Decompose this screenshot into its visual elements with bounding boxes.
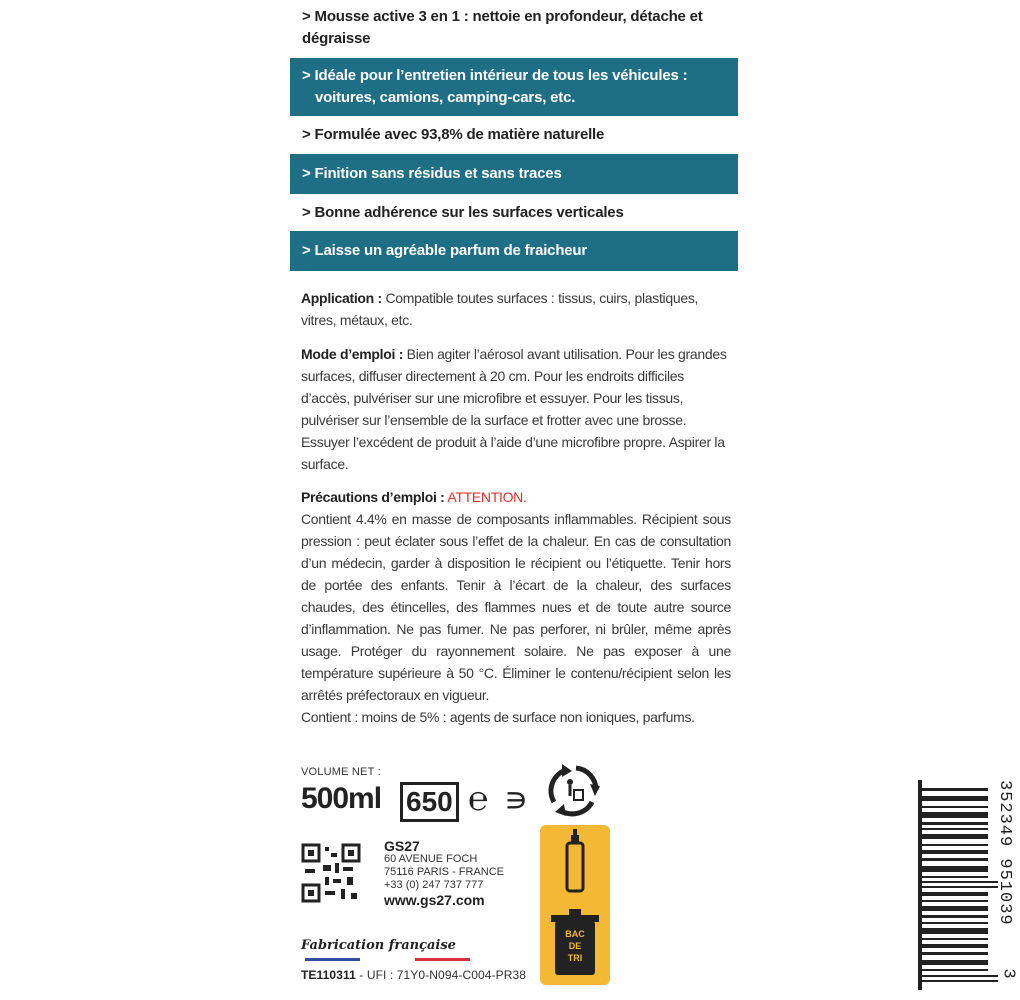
ufi-code: - UFI : 71Y0-N094-C004-PR38 xyxy=(359,968,527,982)
application-section xyxy=(301,287,731,331)
application-text: Compatible toutes surfaces : tissus, cuirs, plastiques, vitres, métaux, etc. xyxy=(301,290,699,328)
company-address: 60 AVENUE FOCH xyxy=(384,853,478,865)
benefit-item: > Idéale pour l’entretien intérieur de tous les véhicules : voitures, camions, camping-cars, etc. xyxy=(290,58,738,116)
product-label xyxy=(290,0,1018,1000)
mode-emploi-section xyxy=(301,343,731,475)
sorting-bin-panel xyxy=(540,825,610,985)
benefit-item: > Bonne adhérence sur les surfaces verticales xyxy=(290,195,738,231)
french-flag-stripe xyxy=(305,958,470,961)
volume-box: 650 xyxy=(400,782,459,822)
company-phone: +33 (0) 247 737 777 xyxy=(384,879,484,891)
company-website[interactable]: www.gs27.com xyxy=(384,892,485,908)
contains-text: Contient : moins de 5% : agents de surface non ioniques, parfums. xyxy=(301,709,695,725)
benefit-item: > Formulée avec 93,8% de matière naturelle xyxy=(290,117,738,153)
company-name: GS27 xyxy=(384,838,420,854)
qr-code-icon[interactable] xyxy=(301,843,361,903)
barcode-first-digit: 3 xyxy=(998,968,1018,979)
precautions-heading: Précautions d’emploi : xyxy=(301,489,445,505)
mode-emploi-text: Bien agiter l’aérosol avant utilisation. Pour les grandes surfaces, diffuser directement à 20 cm. Pour les endroits difficiles d’accès, pulvériser sur une microfibre et essuyer. Pour les tissus, pulvériser sur l’ensemble de la surface et frotter avec une brosse. Essuyer l’excédent de produit à l’aide d’une microfibre propre. Aspirer la surface. xyxy=(301,346,727,472)
bin-text: TRI xyxy=(567,953,583,963)
bin-text: DE xyxy=(568,941,582,951)
application-heading: Application : xyxy=(301,290,382,306)
volume-value: 500ml xyxy=(301,782,382,815)
benefit-item: > Mousse active 3 en 1 : nettoie en profondeur, détache et dégraisse xyxy=(290,0,738,56)
precautions-text: Contient 4.4% en masse de composants inflammables. Récipient sous pression : peut éclater sous l’effet de la chaleur. En cas de consultation d’un médecin, garder à disposition le récipient ou l’étiquette. Tenir hors de portée des enfants. Tenir à l’écart de la chaleur, des surfaces chaudes, des étincelles, des flammes nues et de toute autre source d’inflammation. Ne pas fumer. Ne pas perforer, ni brûler, même après usage. Protéger du rayonnement solaire. Ne pas exposer à une température supérieure à 50 °C. Éliminer le contenu/récipient selon les arrêtés préfectoraux en vigueur. xyxy=(301,511,731,703)
barcode-number: 352349 951039 xyxy=(995,780,1014,926)
precautions-section xyxy=(301,486,731,728)
mode-emploi-heading: Mode d’emploi : xyxy=(301,346,404,362)
fabrication-francaise: Fabrication française xyxy=(301,938,456,953)
reference-code: TE110311 xyxy=(301,968,356,982)
attention-alert: ATTENTION. xyxy=(447,489,527,505)
reversed-epsilon-icon: ∍ xyxy=(504,781,529,819)
product-codes xyxy=(301,968,526,982)
company-address: 75116 PARIS - FRANCE xyxy=(384,866,505,878)
benefit-item: > Laisse un agréable parfum de fraicheur xyxy=(290,231,738,271)
bin-text: BAC xyxy=(565,929,585,939)
e-mark-icon: ℮ xyxy=(468,780,489,818)
volume-label: VOLUME NET : xyxy=(301,766,381,778)
no-littering-recycle-icon xyxy=(542,760,604,820)
aerosol-can-icon xyxy=(540,825,610,985)
benefit-item: > Finition sans résidus et sans traces xyxy=(290,154,738,194)
company-block xyxy=(384,840,504,907)
